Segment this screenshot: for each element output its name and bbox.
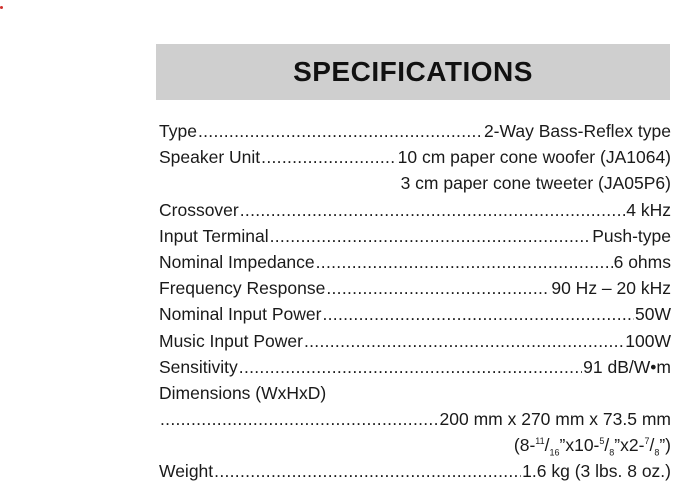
spec-value: 90 Hz – 20 kHz (551, 278, 671, 299)
depth-numerator: 7 (644, 436, 650, 447)
spec-label: Weight (159, 461, 214, 482)
specifications-list (159, 121, 671, 488)
spec-value: 200 mm x 270 mm x 73.5 mm (439, 409, 671, 430)
dot-leader (304, 331, 624, 352)
dot-leader (326, 278, 550, 299)
width-numerator: 11 (535, 436, 545, 447)
height-whole: ”x10- (559, 435, 600, 456)
paren-open: ( (513, 435, 520, 456)
spec-value: 100W (625, 330, 671, 351)
spec-row-dimensions-imperial (159, 435, 671, 461)
spec-label: Frequency Response (159, 278, 326, 299)
dot-leader (316, 252, 613, 273)
spec-row-music-input-power (159, 331, 671, 357)
spec-row-type (159, 121, 671, 147)
spec-row-weight (159, 461, 671, 487)
spec-value-imperial: $(8-^{11}/_{16}”x10-^5/_8”x2-^7/_8”)$ (513, 435, 671, 458)
dot-leader (261, 147, 396, 168)
dot-leader (214, 461, 521, 482)
height-denominator: 8 (609, 447, 615, 458)
spec-label: Nominal Input Power (159, 304, 322, 325)
width-whole: 8- (519, 435, 536, 456)
dot-leader (322, 304, 634, 325)
spec-row-frequency-response (159, 278, 671, 304)
dot-leader (160, 409, 439, 430)
spec-value: 10 cm paper cone woofer (JA1064) (397, 147, 671, 168)
spec-row-speaker-unit (159, 147, 671, 173)
depth-whole: ”x2- (614, 435, 645, 456)
spec-label: Sensitivity (159, 356, 238, 377)
spec-value: 2-Way Bass-Reflex type (483, 121, 671, 141)
spec-row-dimensions-metric (159, 409, 671, 435)
spec-label: Input Terminal (159, 225, 269, 246)
spec-label: Music Input Power (159, 330, 303, 351)
spec-row-speaker-unit-continued (159, 173, 671, 199)
spec-row-nominal-input-power (159, 304, 671, 330)
specifications-header (156, 44, 670, 100)
dot-leader (239, 357, 582, 378)
page-title: SPECIFICATIONS (293, 56, 533, 87)
dot-leader (270, 226, 592, 247)
spec-row-input-terminal (159, 226, 671, 252)
spec-value: 1.6 kg (3 lbs. 8 oz.) (522, 461, 671, 482)
dot-leader (240, 200, 626, 221)
spec-label: Nominal Impedance (159, 251, 315, 272)
margin-mark (0, 6, 3, 9)
spec-value: 50W (635, 304, 671, 325)
spec-row-nominal-impedance (159, 252, 671, 278)
spec-value: 3 cm paper cone tweeter (JA05P6) (400, 173, 671, 194)
spec-value: 91 dB/W•m (583, 356, 671, 377)
height-numerator: 5 (599, 436, 605, 447)
spec-label: Crossover (159, 199, 239, 220)
spec-value: 4 kHz (626, 199, 671, 220)
spec-row-crossover (159, 200, 671, 226)
paren-close: ”) (659, 435, 671, 456)
spec-label: Dimensions (WxHxD) (159, 382, 327, 403)
spec-row-dimensions (159, 383, 671, 409)
spec-value: Push-type (592, 225, 671, 246)
spec-label: Type (159, 121, 197, 141)
depth-denominator: 8 (654, 447, 660, 458)
spec-row-sensitivity (159, 357, 671, 383)
dot-leader (198, 121, 483, 142)
spec-value: 6 ohms (613, 251, 671, 272)
width-denominator: 16 (549, 447, 560, 458)
spec-label: Speaker Unit (159, 147, 261, 168)
